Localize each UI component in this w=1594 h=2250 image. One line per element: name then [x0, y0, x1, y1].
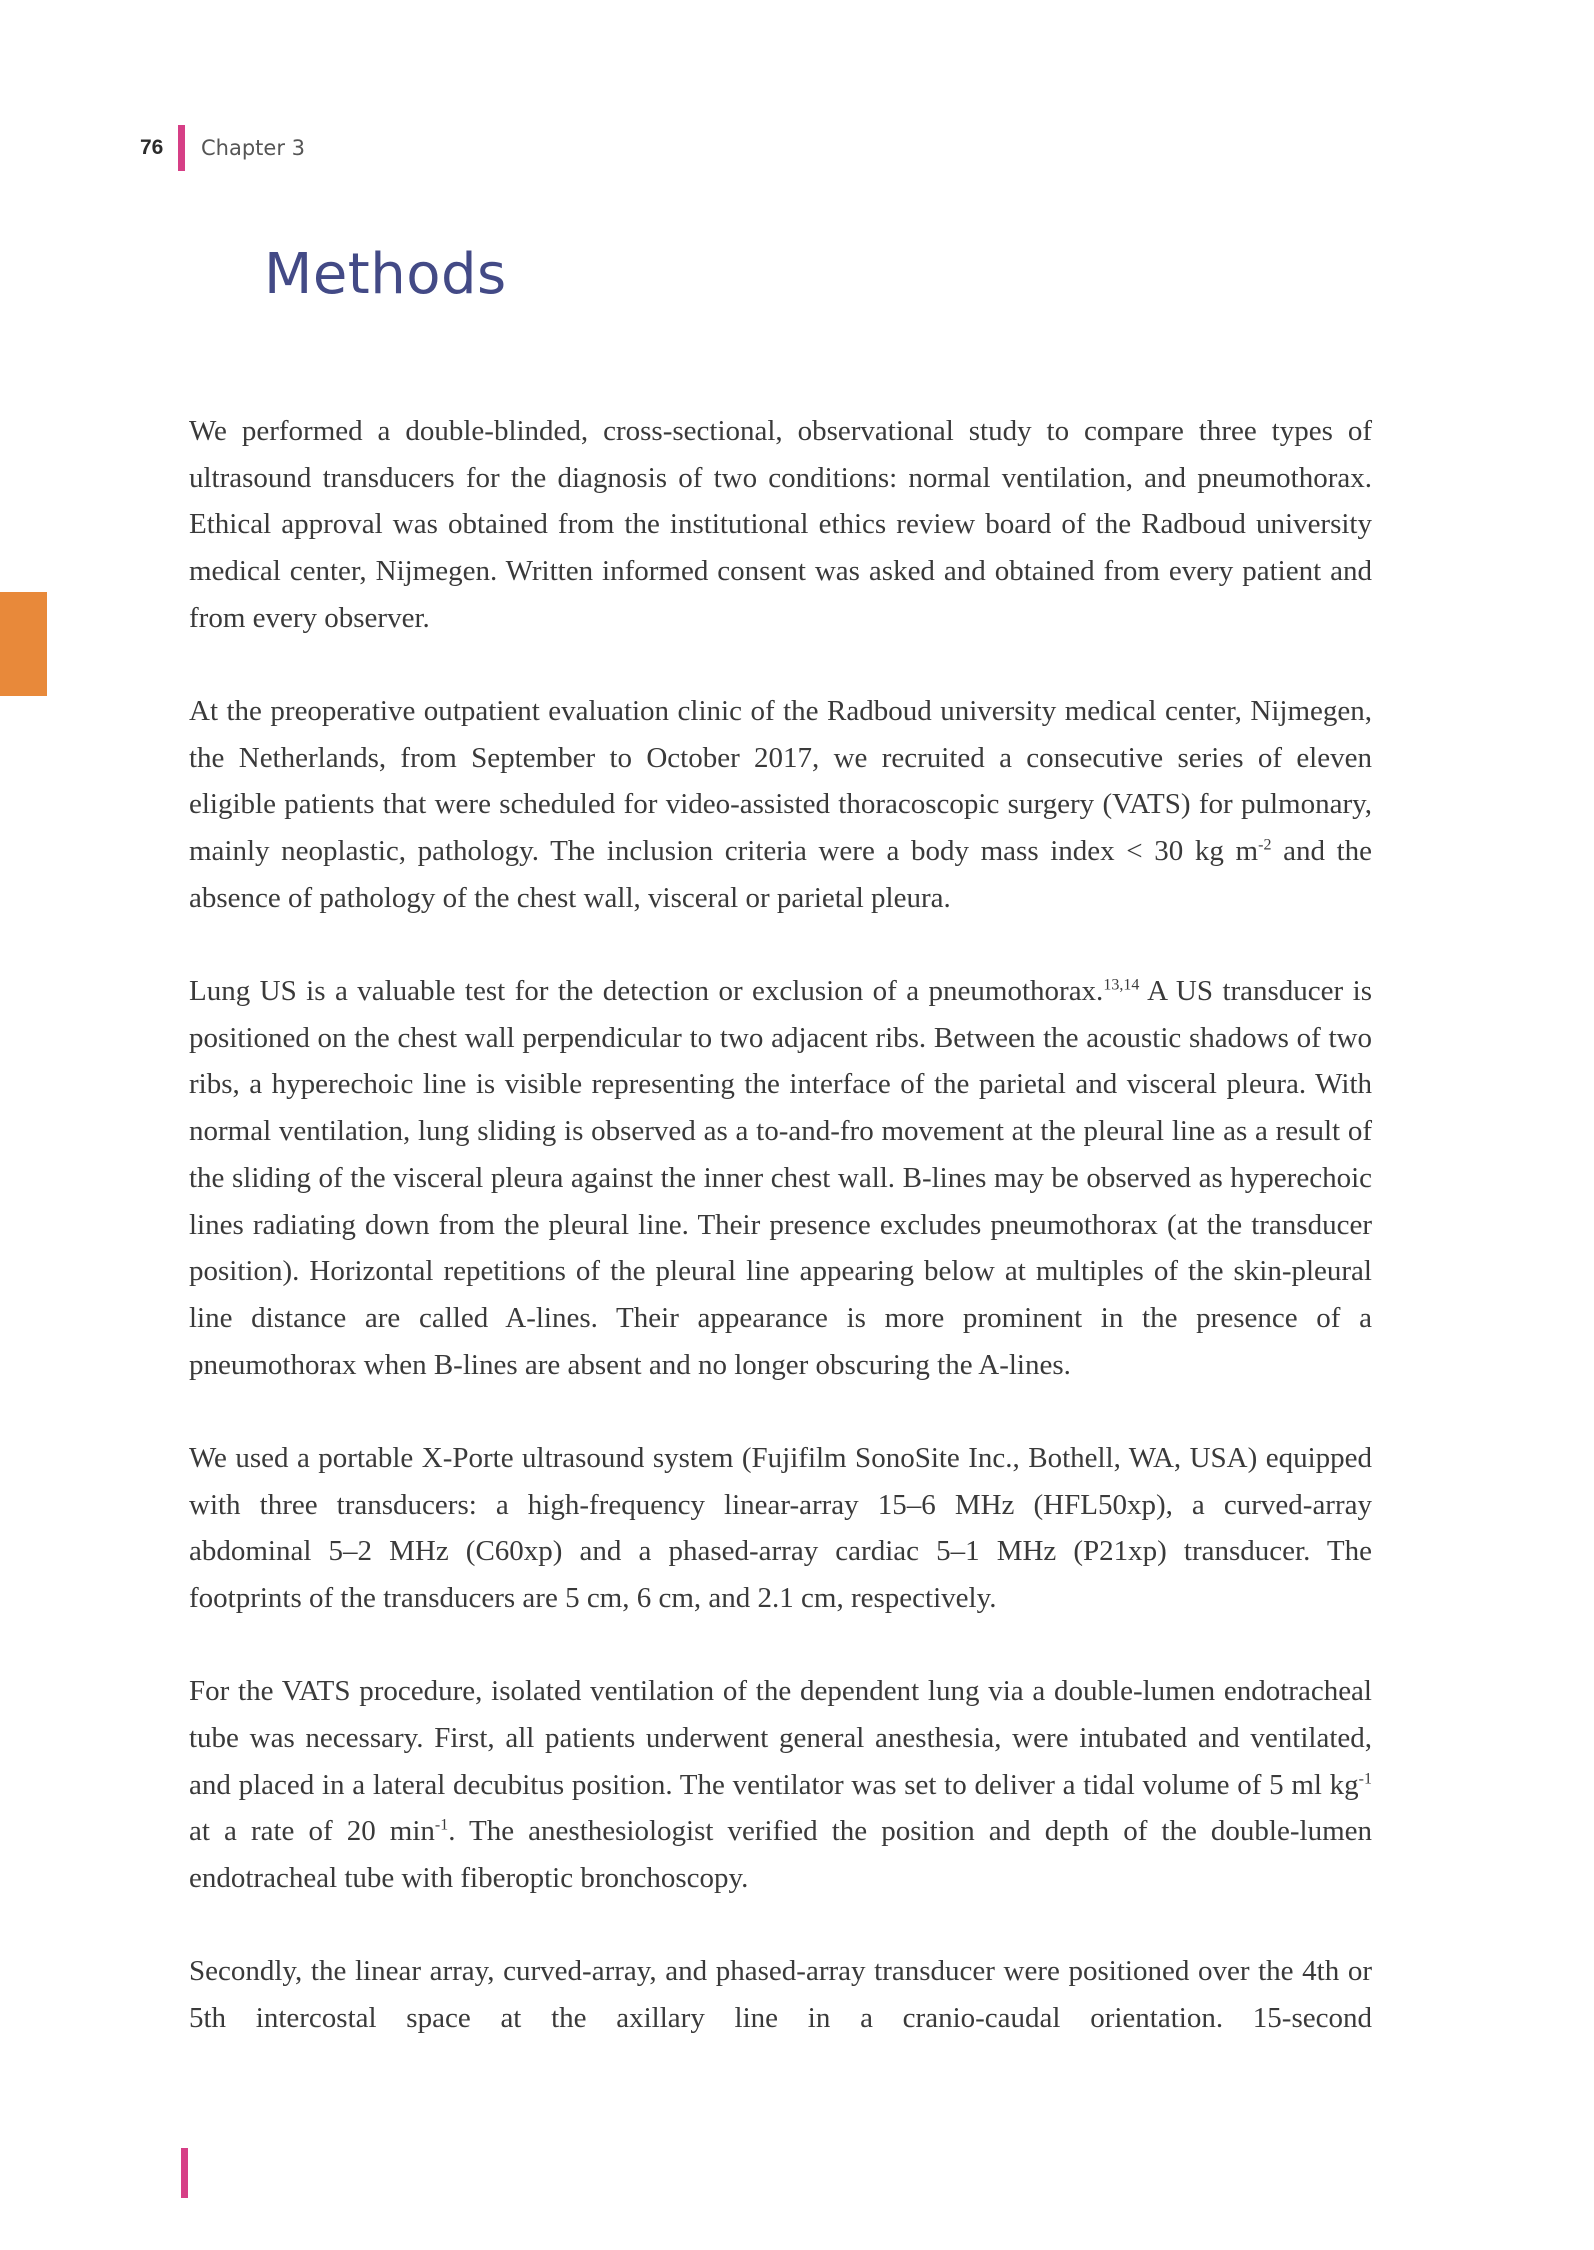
paragraph-4: We used a portable X-Porte ultrasound system (Fujifilm SonoSite Inc., Bothell, WA, USA) equipped with three transducers: a high-frequency linear-array 15–6 MHz (HFL50xp), a curved-array abdominal 5–2 MHz (C60xp) and a phased-array cardiac 5–1 MHz (P21xp) transducer. The footprints of the transducers are 5 cm, 6 cm, and 2.1 cm, respectively. — [189, 1441, 1372, 1614]
paragraph-6: Secondly, the linear array, curved-array, and phased-array transducer were positioned over the 4th or 5th intercostal space at the axillary line in a cranio-caudal orientation. 15-second — [189, 1955, 1372, 2034]
citation-reference: 13,14 — [1103, 976, 1140, 994]
section-title: Methods — [264, 242, 507, 307]
superscript-exponent: -1 — [434, 1816, 449, 1834]
paragraph-3 — [189, 968, 1372, 1388]
paragraph-2-text-a: At the preoperative outpatient evaluation clinic of the Radboud university medical center, Nijmegen, the Netherlands, from September to October 2017, we recruited a consecutive series of eleven eligible patients that were scheduled for video-assisted thoracoscopic surgery (VATS) for pulmonary, mainly neoplastic, pathology. The inclusion criteria were a body mass index < 30 kg m — [189, 695, 1372, 868]
chapter-side-tab — [0, 592, 47, 696]
paragraph-5-text-a: For the VATS procedure, isolated ventilation of the dependent lung via a double-lumen endotracheal tube was necessary. First, all patients underwent general anesthesia, were intubated and ventilated, and placed in a lateral decubitus position. The ventilator was set to deliver a tidal volume of 5 ml kg — [189, 1675, 1372, 1801]
chapter-label: Chapter 3 — [201, 136, 305, 160]
paragraph-3-text-b: A US transducer is positioned on the chest wall perpendicular to two adjacent ribs. Between the acoustic shadows of two ribs, a hyperechoic line is visible representing the interface of the parietal and visceral pleura. With normal ventilation, lung sliding is observed as a to-and-fro movement at the pleural line as a result of the sliding of the visceral pleura against the inner chest wall. B-lines may be observed as hyperechoic lines radiating down from the pleural line. Their presence excludes pneumothorax (at the transducer position). Horizontal repetitions of the pleural line appearing below at multiples of the skin-pleural line distance are called A-lines. Their appearance is more prominent in the presence of a pneumothorax when B-lines are absent and no longer obscuring the A-lines. — [189, 975, 1372, 1381]
paragraph-5-text-b: at a rate of 20 min — [189, 1815, 435, 1848]
footer-accent-bar — [181, 2148, 188, 2198]
body-text — [189, 408, 1372, 2088]
page-number: 76 — [140, 136, 164, 159]
paragraph-5 — [189, 1668, 1372, 1902]
paragraph-5-text-c: . The anesthesiologist verified the position and depth of the double-lumen endotracheal tube with fiberoptic bronchoscopy. — [189, 1815, 1373, 1894]
paragraph-2-text-b: and the absence of pathology of the chest wall, visceral or parietal pleura. — [189, 835, 1372, 914]
paragraph-1: We performed a double-blinded, cross-sectional, observational study to compare three types of ultrasound transducers for the diagnosis of two conditions: normal ventilation, and pneumothorax. Ethical approval was obtained from the institutional ethics review board of the Radboud university medical center, Nijmegen. Written informed consent was asked and obtained from every patient and from every observer. — [189, 415, 1372, 634]
superscript-exponent: -2 — [1258, 836, 1272, 854]
running-header — [140, 124, 305, 172]
paragraph-2 — [189, 688, 1372, 922]
superscript-exponent: -1 — [1358, 1769, 1372, 1787]
paragraph-3-text-a: Lung US is a valuable test for the detection or exclusion of a pneumothorax. — [189, 975, 1104, 1008]
header-accent-bar — [178, 125, 185, 171]
